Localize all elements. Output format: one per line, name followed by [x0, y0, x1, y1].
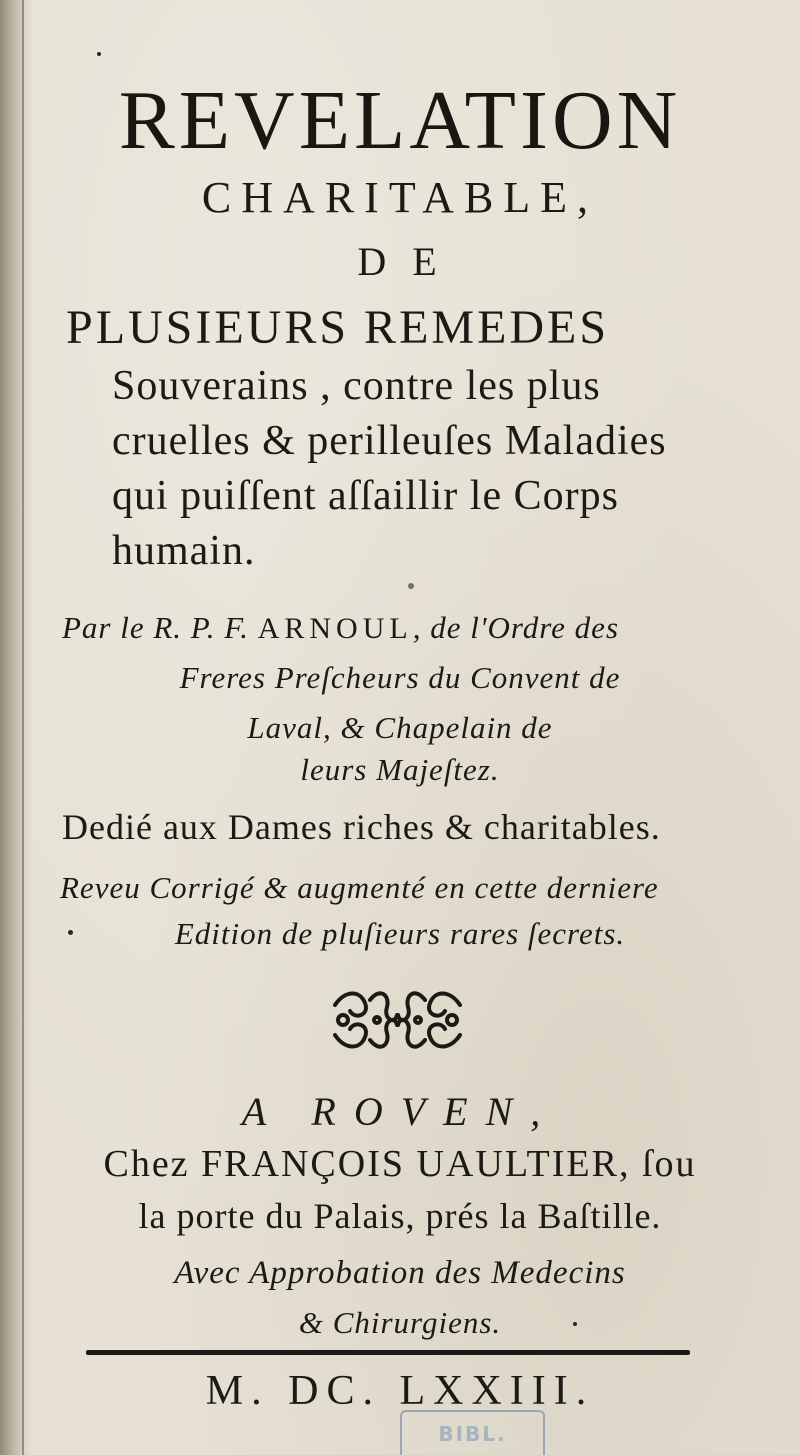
printers-ornament-icon [325, 985, 470, 1055]
approbation-line-1: Avec Approbation des Medecins [174, 1255, 626, 1291]
title-line-2: CHARITABLE, [201, 173, 599, 222]
approbation-line-2: & Chirurgiens. [298, 1305, 502, 1340]
dedication: Dedié aux Dames riches & charitables. [62, 807, 661, 847]
title-line-4: PLUSIEURS REMEDES [66, 301, 610, 354]
author-line-1-rest: , de l'Ordre des [412, 610, 620, 645]
ink-speck [68, 930, 73, 935]
author-line-4: leurs Majeſtez. [300, 752, 500, 787]
author-prefix: Par le R. P. F. [62, 610, 258, 645]
author-name: ARNOUL [257, 612, 413, 645]
author-line-3: Laval, & Chapelain de [247, 710, 553, 745]
body-line-4: humain. [112, 528, 256, 574]
printer-line-2: la porte du Palais, prés la Baſtille. [138, 1196, 662, 1236]
library-stamp: BIBL. [400, 1410, 545, 1455]
author-line-2: Freres Preſcheurs du Convent de [179, 660, 621, 695]
revision-line-1: Reveu Corrigé & augmenté en cette derniere [60, 870, 659, 905]
body-line-1: Souverains , contre les plus [112, 363, 601, 409]
imprint-place: A ROVEN, [241, 1089, 559, 1134]
title-main: REVELATION [118, 74, 682, 167]
horizontal-rule [86, 1350, 690, 1355]
ink-speck [97, 52, 101, 56]
ink-speck [573, 1322, 577, 1326]
author-line-1 [62, 610, 752, 646]
publication-date: M. DC. LXXIII. [205, 1368, 595, 1414]
body-line-3: qui puiſſent aſſaillir le Corps [112, 473, 619, 519]
body-line-2: cruelles & perilleuſes Maladies [112, 418, 667, 464]
printer-line-1: Chez FRANÇOIS UAULTIER, ſou [103, 1143, 697, 1185]
ink-speck [408, 583, 414, 589]
revision-line-2: Edition de pluſieurs rares ſecrets. [174, 916, 626, 951]
title-line-3: DE [357, 239, 463, 284]
